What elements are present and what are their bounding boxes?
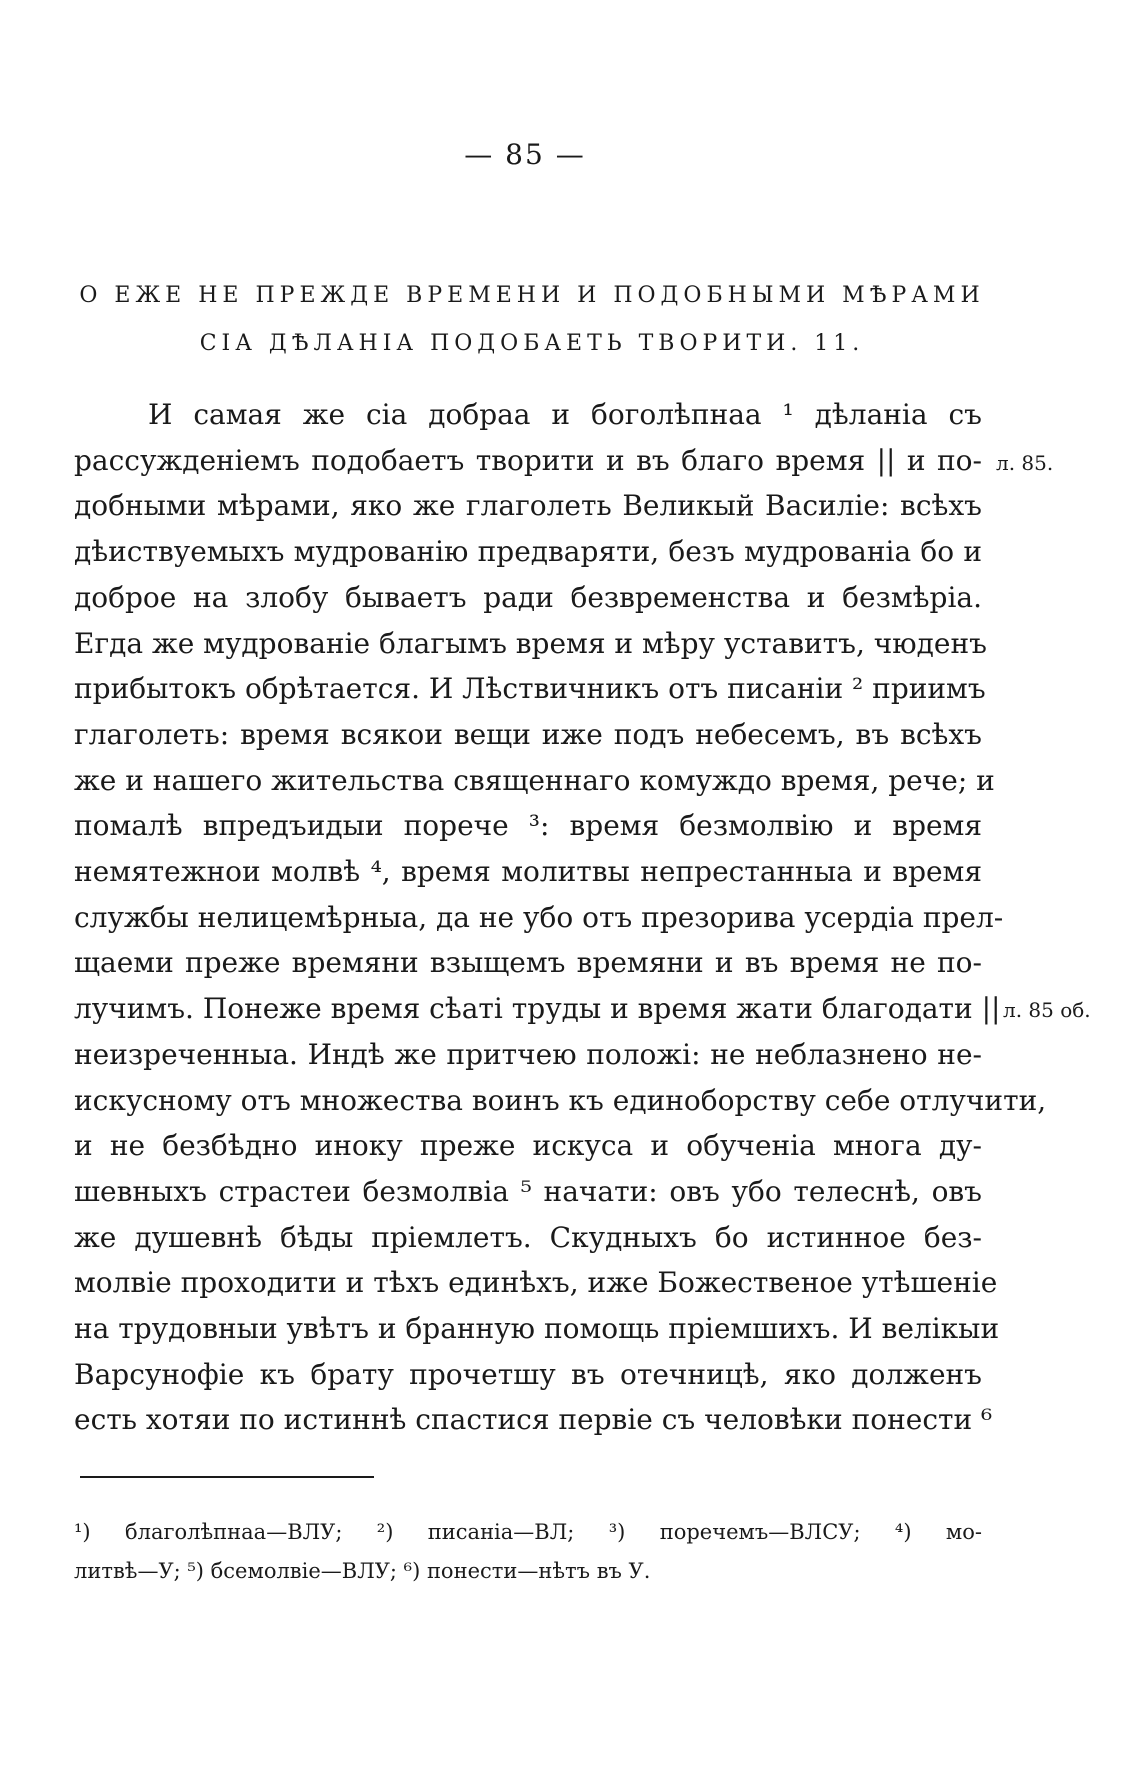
- footnote-separator: [80, 1476, 374, 1478]
- page-number: — 85 —: [464, 138, 586, 171]
- footnote-line: ¹) благолѣпнаа—ВЛУ; ²) писаніа—ВЛ; ³) поречемъ—ВЛСУ; ⁴) мо-: [74, 1520, 982, 1544]
- footnotes: [74, 1513, 982, 1591]
- body-line: дѣиствуемыхъ мудрованію предваряти, безъ мудрованіа бо и: [74, 535, 982, 569]
- chapter-title-line-2: СІА ДѢЛАНІА ПОДОБАЕТЬ ТВОРИТИ. 11.: [199, 331, 865, 356]
- body-line: искусному отъ множества воинъ къ единоборству себе отлучити,: [74, 1083, 1047, 1117]
- body-line: и не безбѣдно иноку преже искуса и обученіа многа ду-: [74, 1129, 982, 1163]
- body-line: службы нелицемѣрныа, да не убо отъ презорива усердіа прел-: [74, 900, 1004, 934]
- body-line: И самая же сіа добраа и боголѣпнаа ¹ дѣланіа съ: [148, 398, 982, 431]
- body-line: немятежнои молвѣ ⁴, время молитвы непрестанныа и время: [74, 855, 982, 889]
- body-line: глаголеть: время всякои вещи иже подъ небесемъ, въ всѣхъ: [74, 717, 982, 751]
- chapter-title-line-1: О ЕЖЕ НЕ ПРЕЖДЕ ВРЕМЕНИ И ПОДОБНЫМИ МѢРАМИ: [79, 283, 985, 308]
- body-line: есть хотяи по истиннѣ спастися первіе съ человѣки понести ⁶: [74, 1403, 993, 1437]
- body-line: лучимъ. Понеже время сѣаті труды и время жати благодати ||: [74, 992, 1001, 1026]
- body-line: прибытокъ обрѣтается. И Лѣствичникъ отъ писаніи ² приимъ: [74, 672, 986, 706]
- body-line: шевныхъ страстеи безмолвіа ⁵ начати: овъ убо телеснѣ, овъ: [74, 1174, 982, 1208]
- body-line: на трудовныи увѣтъ и бранную помощь пріемшихъ. И велікыи: [74, 1312, 1000, 1346]
- chapter-title: [74, 272, 990, 368]
- body-line: добными мѣрами, яко же глаголеть Великый Василіе: всѣхъ: [74, 489, 982, 523]
- body-line: доброе на злобу бываетъ ради безвременства и безмѣріа.: [74, 580, 982, 614]
- body-line: же и нашего жительства священнаго комуждо время, рече; и: [74, 763, 995, 797]
- margin-note-folio-85-verso: л. 85 об.: [1003, 998, 1091, 1022]
- margin-note-folio-85: л. 85.: [996, 451, 1054, 475]
- body-line: молвіе проходити и тѣхъ единѣхъ, иже Божественое утѣшеніе: [74, 1266, 998, 1300]
- body-line: Варсунофіе къ брату прочетшу въ отечницѣ, яко долженъ: [74, 1357, 982, 1391]
- body-line: неизреченныа. Индѣ же притчею положі: не неблазнено не-: [74, 1037, 982, 1071]
- body-line: щаеми преже времяни взыщемъ времяни и въ время не по-: [74, 946, 982, 980]
- body-line: Егда же мудрованіе благымъ время и мѣру уставитъ, чюденъ: [74, 626, 987, 660]
- body-line: же душевнѣ бѣды пріемлетъ. Скудныхъ бо истинное без-: [74, 1220, 982, 1254]
- body-line: рассужденіемъ подобаетъ творити и въ благо время || и по-: [74, 443, 982, 477]
- footnote-line: литвѣ—У; ⁵) бсемолвіе—ВЛУ; ⁶) понести—нѣтъ въ У.: [74, 1559, 651, 1583]
- body-line: помалѣ впредъидыи порече ³: время безмолвію и время: [74, 809, 982, 843]
